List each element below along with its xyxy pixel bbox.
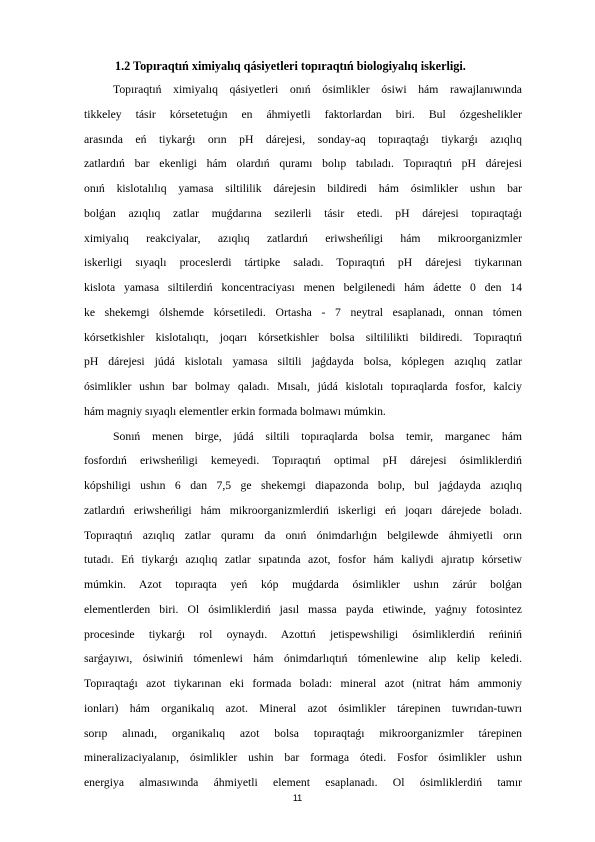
- paragraph-line: elementlerden biri. Ol ósimliklerdiń jasıl massa payda etiwinde, yaǵnıy fotosintez: [84, 602, 522, 616]
- paragraph-line: sarǵayıwı, ósiwiniń tómenlewi hám ónimdarlıqtıń tómenlewine alıp kelip keledi.: [84, 652, 522, 666]
- paragraph-line: múmkin. Azot topıraqta yeń kóp muǵdarda ósimlikler ushın zárúr bolǵan: [84, 578, 522, 591]
- paragraph-line: bolǵan azıqlıq zatlar muǵdarına sezilerli tásir etedi. pH dárejesi topıraqtaǵı: [84, 206, 522, 220]
- paragraph-line: energiya almasıwında áhmiyetli element esaplanadı. Ol ósimliklerdiń tamır: [84, 776, 522, 789]
- paragraph-line: Topıraqtıń ximiyalıq qásiyetleri onıń ósimlikler ósiwi hám rawajlanıwında: [113, 83, 522, 96]
- paragraph-line: iskerligi sıyaqlı proceslerdi tártipke saladı. Topıraqtıń pH dárejesi tiykarınan: [84, 256, 522, 270]
- paragraph-line: zatlardıń eriwsheńligi hám mikroorganizmlerdiń iskerligi eń joqarı dárejede boladı.: [84, 503, 522, 517]
- paragraph-line: mineralizaciyalanıp, ósimlikler ushin bar formaga ótedi. Fosfor ósimlikler ushın: [84, 751, 522, 765]
- paragraph-line: tikkeley tásir kórsetetuǵın en áhmiyetli faktorlardan biri. Bul ózgeshelikler: [84, 107, 522, 121]
- paragraph-line: sorıp alınadı, organikalıq azot bolsa topıraqtaǵı mikroorganizmler tárepinen: [84, 726, 522, 740]
- paragraph-line: procesinde tiykarǵı rol oynaydı. Azottıń jetispewshiligi ósimliklerdiń reńiniń: [84, 627, 522, 641]
- paragraph-line: pH dárejesi júdá kislotalı yamasa siltili jaǵdayda bolsa, kóplegen azıqlıq zatlar: [84, 355, 522, 369]
- paragraph-line: ionları) hám organikalıq azot. Mineral azot ósimlikler tárepinen tuwrıdan-tuwrı: [84, 701, 522, 715]
- paragraph-line: zatlardıń bar ekenligi hám olardıń quramı bolıp tabıladı. Topıraqtıń pH dárejesi: [84, 157, 522, 171]
- paragraph-line: onıń kislotalılıq yamasa siltililik dárejesin bildiredi hám ósimlikler ushın bar: [84, 182, 522, 195]
- paragraph-line: Sonıń menen birge, júdá siltili topıraqlarda bolsa temir, marganec hám: [113, 429, 522, 443]
- paragraph-line: fosfordıń eriwsheńligi kemeyedi. Topıraqtıń optimal pH dárejesi ósimliklerdiń: [84, 454, 522, 468]
- paragraph-line: Topıraqtaǵı azot tiykarınan eki formada boladı: mineral azot (nitrat hám ammoniy: [84, 677, 522, 690]
- paragraph-line: Topıraqtıń azıqlıq zatlar quramı da onıń ónimdarlıǵın belgilewde áhmiyetli orın: [84, 528, 522, 542]
- paragraph-line: kislota yamasa siltilerdiń koncentraciyası menen belgilenedi hám ádette 0 den 14: [84, 281, 522, 294]
- paragraph-line: arasında eń tiykarǵı orın pH dárejesi, sonday-aq topıraqtaǵı tiykarǵı azıqlıq: [84, 132, 522, 146]
- paragraph-line: tutadı. Eń tiykarǵı azıqlıq zatlar sıpatında azot, fosfor hám kaliydi ajıratıp kórsetiw: [84, 553, 522, 567]
- body-text: [84, 78, 522, 796]
- paragraph-line: ke shekemgi ólshemde kórsetiledi. Ortasha - 7 neytral esaplanadı, onnan tómen: [84, 305, 522, 319]
- section-heading: 1.2 Topıraqtıń ximiyalıq qásiyetleri topıraqtıń biologiyalıq iskerligi.: [115, 59, 466, 73]
- paragraph-line: kórsetkishler kislotalıqtı, joqarı kórsetkishler bolsa siltililikti bildiredi. Topıraqtıń: [84, 330, 522, 344]
- paragraph-line: ximiyalıq reakciyalar, azıqlıq zatlardıń eriwsheńligi hám mikroorganizmler: [84, 231, 522, 245]
- paragraph-line: hám magniy sıyaqlı elementler erkin formada bolmawı múmkin.: [84, 404, 386, 418]
- paragraph-line: ósimlikler ushın bar bolmay qaladı. Mısalı, júdá kislotalı topıraqlarda fosfor, kalciy: [84, 380, 522, 393]
- paragraph-line: kópshiligi ushın 6 dan 7,5 ge shekemgi diapazonda bolıp, bul jaǵdayda azıqlıq: [84, 479, 522, 492]
- page-number: 11: [292, 793, 303, 803]
